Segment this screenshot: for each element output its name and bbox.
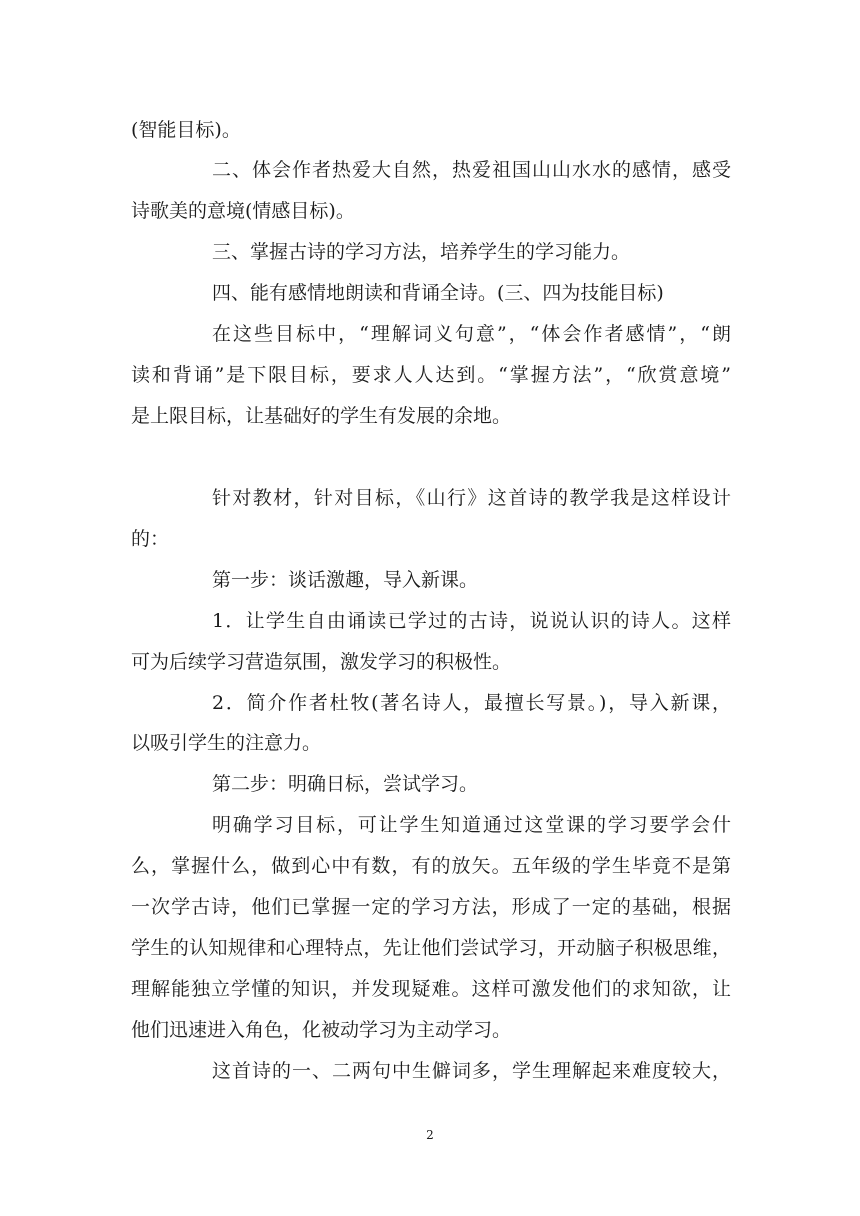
text-line: 二、体会作者热爱大自然，热爱祖国山山水水的感情，感受 xyxy=(212,159,731,181)
text-line: 读和背诵”是下限目标，要求人人达到。“掌握方法”，“欣赏意境” xyxy=(131,364,731,386)
text-line: 是上限目标，让基础好的学生有发展的余地。 xyxy=(131,405,512,427)
text-line: 第二步：明确日标，尝试学习。 xyxy=(212,773,479,795)
text-line: 诗歌美的意境(情感目标)。 xyxy=(131,200,355,222)
text-line: (智能目标)。 xyxy=(131,119,241,141)
text-line: 么，掌握什么，做到心中有数，有的放矢。五年级的学生毕竟不是第 xyxy=(131,855,731,877)
text-line: 以吸引学生的注意力。 xyxy=(131,732,322,754)
text-line: 他们迅速进入角色，化被动学习为主动学习。 xyxy=(131,1019,512,1041)
text-line: 学生的认知规律和心理特点，先让他们尝试学习，开动脑子积极思维， xyxy=(131,937,731,959)
page-number: 2 xyxy=(426,1128,434,1142)
text-line: 理解能独立学懂的知识，并发现疑难。这样可激发他们的求知欲，让 xyxy=(131,978,731,1000)
text-line: 三、掌握古诗的学习方法，培养学生的学习能力。 xyxy=(212,241,631,263)
text-line: 一次学古诗，他们已掌握一定的学习方法，形成了一定的基础，根据 xyxy=(131,896,731,918)
text-line: 针对教材，针对目标，《山行》这首诗的教学我是这样设计 xyxy=(212,487,731,509)
text-line: 在这些目标中，“理解词义句意”，“体会作者感情”，“朗 xyxy=(212,323,731,345)
text-line: 可为后续学习营造氛围，激发学习的积极性。 xyxy=(131,651,512,673)
text-line: 1．让学生自由诵读已学过的古诗，说说认识的诗人。这样 xyxy=(212,610,731,632)
text-line: 明确学习目标，可让学生知道通过这堂课的学习要学会什 xyxy=(212,814,731,836)
text-line: 这首诗的一、二两句中生僻词多，学生理解起来难度较大， xyxy=(212,1060,731,1082)
text-line: 四、能有感情地朗读和背诵全诗。(三、四为技能目标) xyxy=(212,282,664,304)
text-line: 2．简介作者杜牧(著名诗人，最擅长写景。)，导入新课， xyxy=(212,692,731,714)
text-line: 的： xyxy=(131,528,170,550)
text-line: 第一步：谈话激趣，导入新课。 xyxy=(212,569,479,591)
